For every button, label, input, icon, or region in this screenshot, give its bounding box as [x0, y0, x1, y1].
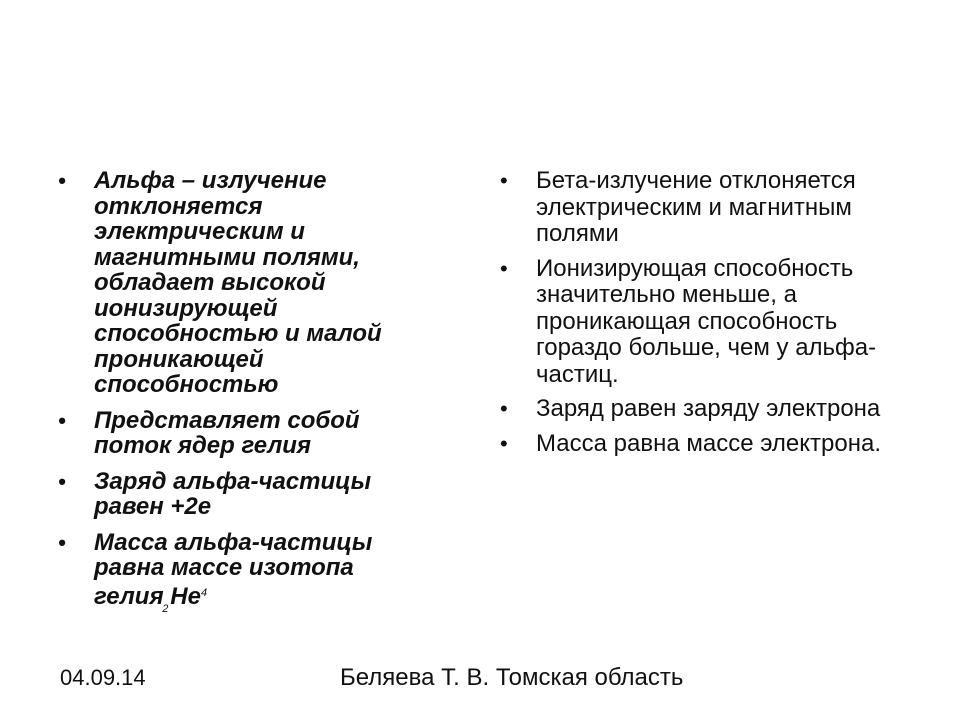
list-item [58, 469, 428, 520]
list-item-text: Альфа – излучение отклоняется электрическим и магнитными полями, обладает высокой ионизирующей способностью и малой проникающей способностью [94, 167, 382, 398]
list-item-text: Заряд альфа-частицы равен +2е [94, 467, 372, 520]
bullet-icon: • [58, 529, 66, 555]
list-item [500, 396, 920, 423]
bullet-icon: • [500, 430, 508, 456]
bullet-icon: • [58, 407, 66, 433]
alpha-bullet-list [58, 167, 428, 615]
list-item-text: Ионизирующая способность значительно меньше, а проникающая способность гораздо больше, чем у альфа-частиц. [536, 254, 877, 388]
left-column [58, 168, 428, 619]
bullet-icon: • [500, 255, 508, 281]
list-item-text: Представляет собой поток ядер гелия [94, 406, 360, 459]
helium-isotope [162, 581, 208, 615]
list-item [58, 408, 428, 459]
isotope-atomic-number: 2 [162, 602, 169, 615]
list-item-text: Заряд равен заряду электрона [536, 395, 881, 422]
bullet-icon: • [58, 168, 66, 193]
beta-bullet-list [500, 168, 920, 457]
list-item [58, 168, 428, 398]
list-item-text: Бета-излучение отклоняется электрическим и магнитным полями [536, 167, 856, 247]
list-item [500, 256, 920, 389]
bullet-icon: • [58, 468, 66, 494]
bullet-icon: • [500, 396, 508, 421]
isotope-symbol: He [170, 582, 201, 610]
list-item [58, 528, 428, 615]
footer-date: 04.09.14 [60, 665, 146, 690]
list-item-text: Масса равна массе электрона. [536, 429, 881, 457]
bullet-icon: • [500, 168, 508, 193]
list-item-text: Масса альфа-частицы равна массе изотопа гелия [94, 528, 373, 610]
list-item [500, 168, 920, 248]
footer-author: Беляева Т. В. Томская область [340, 664, 684, 691]
isotope-mass-number: 4 [200, 586, 208, 599]
list-item [500, 431, 920, 458]
right-column [500, 168, 920, 465]
